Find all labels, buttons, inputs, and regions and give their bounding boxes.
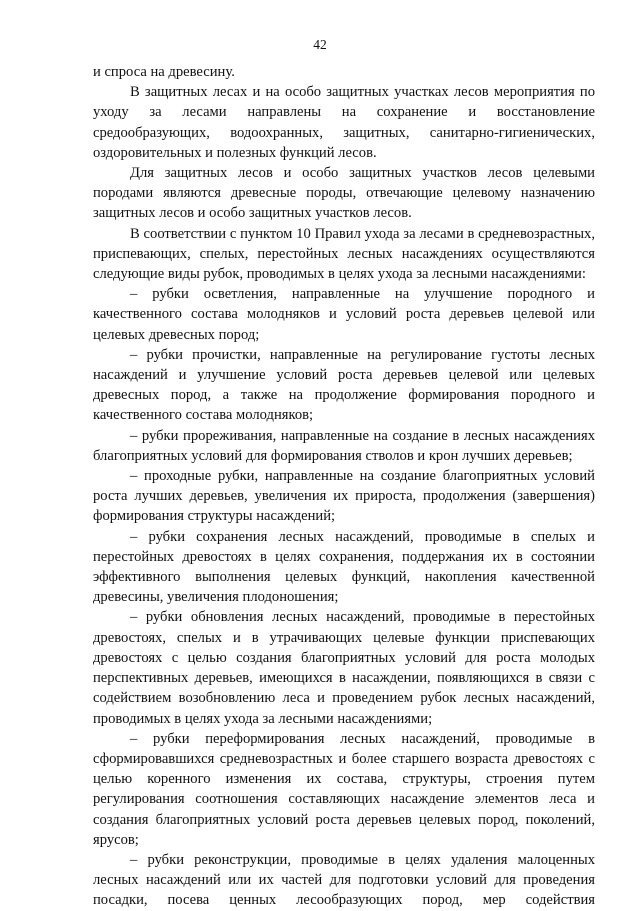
list-item: – рубки обновления лесных насаждений, проводимые в перестойных древостоях, спелых и в утрачивающих целевые функции приспевающих древостоях с целью создания благоприятных условий для роста молодых перспективных деревьев, имеющихся в насаждении, появляющихся в связи с содействием возобновлению леса и проведением рубок лесных насаждений, проводимых в целях ухода за лесными насаждениями; — [93, 609, 595, 727]
paragraph: В соответствии с пунктом 10 Правил ухода за лесами в средневозрастных, приспевающих, спелых, перестойных лесных насаждениях осуществляются следующие виды рубок, проводимых в целях ухода за лесными насаждениями: — [93, 225, 595, 283]
paragraph: В защитных лесах и на особо защитных участках лесов мероприятия по уходу за лесами направлены на сохранение и восстановление средообразующих, водоохранных, защитных, санитарно-гигиенических, оздоровительных и полезных функций лесов. — [93, 84, 595, 161]
list-item: – рубки осветления, направленные на улучшение породного и качественного состава молодняков и условий роста деревьев целевой или целевых древесных пород; — [93, 286, 595, 343]
list-item: – рубки переформирования лесных насаждений, проводимые в сформировавшихся средневозрастных и более старшего возраста древостоях с целью коренного изменения их состава, структуры, строения путем регулирования соотношения составляющих насаждение элементов леса и создания благоприятных условий роста деревьев целевых пород, поколений, ярусов; — [93, 730, 595, 848]
list-item: – рубки сохранения лесных насаждений, проводимые в спелых и перестойных древостоях в целях сохранения, поддержания их в состоянии эффективного выполнения целевых функций, накопления качественной древесины, увеличения плодоношения; — [93, 528, 595, 606]
page-number: 42 — [313, 37, 327, 52]
list-item: – рубки прочистки, направленные на регулирование густоты лесных насаждений и улучшение условий роста деревьев целевой или целевых древесных пород, а также на продолжение формирования породного и качественного состава молодняков; — [93, 346, 595, 424]
paragraph: Для защитных лесов и особо защитных участков лесов целевыми породами являются древесные породы, отвечающие целевому назначению защитных лесов и особо защитных участков лесов. — [93, 165, 595, 222]
document-body — [93, 62, 595, 911]
paragraph: и спроса на древесину. — [93, 64, 235, 80]
list-item: – рубки реконструкции, проводимые в целях удаления малоценных лесных насаждений или их частей для подготовки условий для проведения посадки, посева ценных лесообразующих пород, мер содействия — [93, 851, 595, 909]
list-item: – рубки прореживания, направленные на создание в лесных насаждениях благоприятных условий для формирования стволов и крон лучших деревьев; — [93, 427, 595, 464]
list-item: – проходные рубки, направленные на создание благоприятных условий роста лучших деревьев, увеличения их прироста, продолжения (завершения) формирования структуры насаждений; — [93, 468, 595, 525]
